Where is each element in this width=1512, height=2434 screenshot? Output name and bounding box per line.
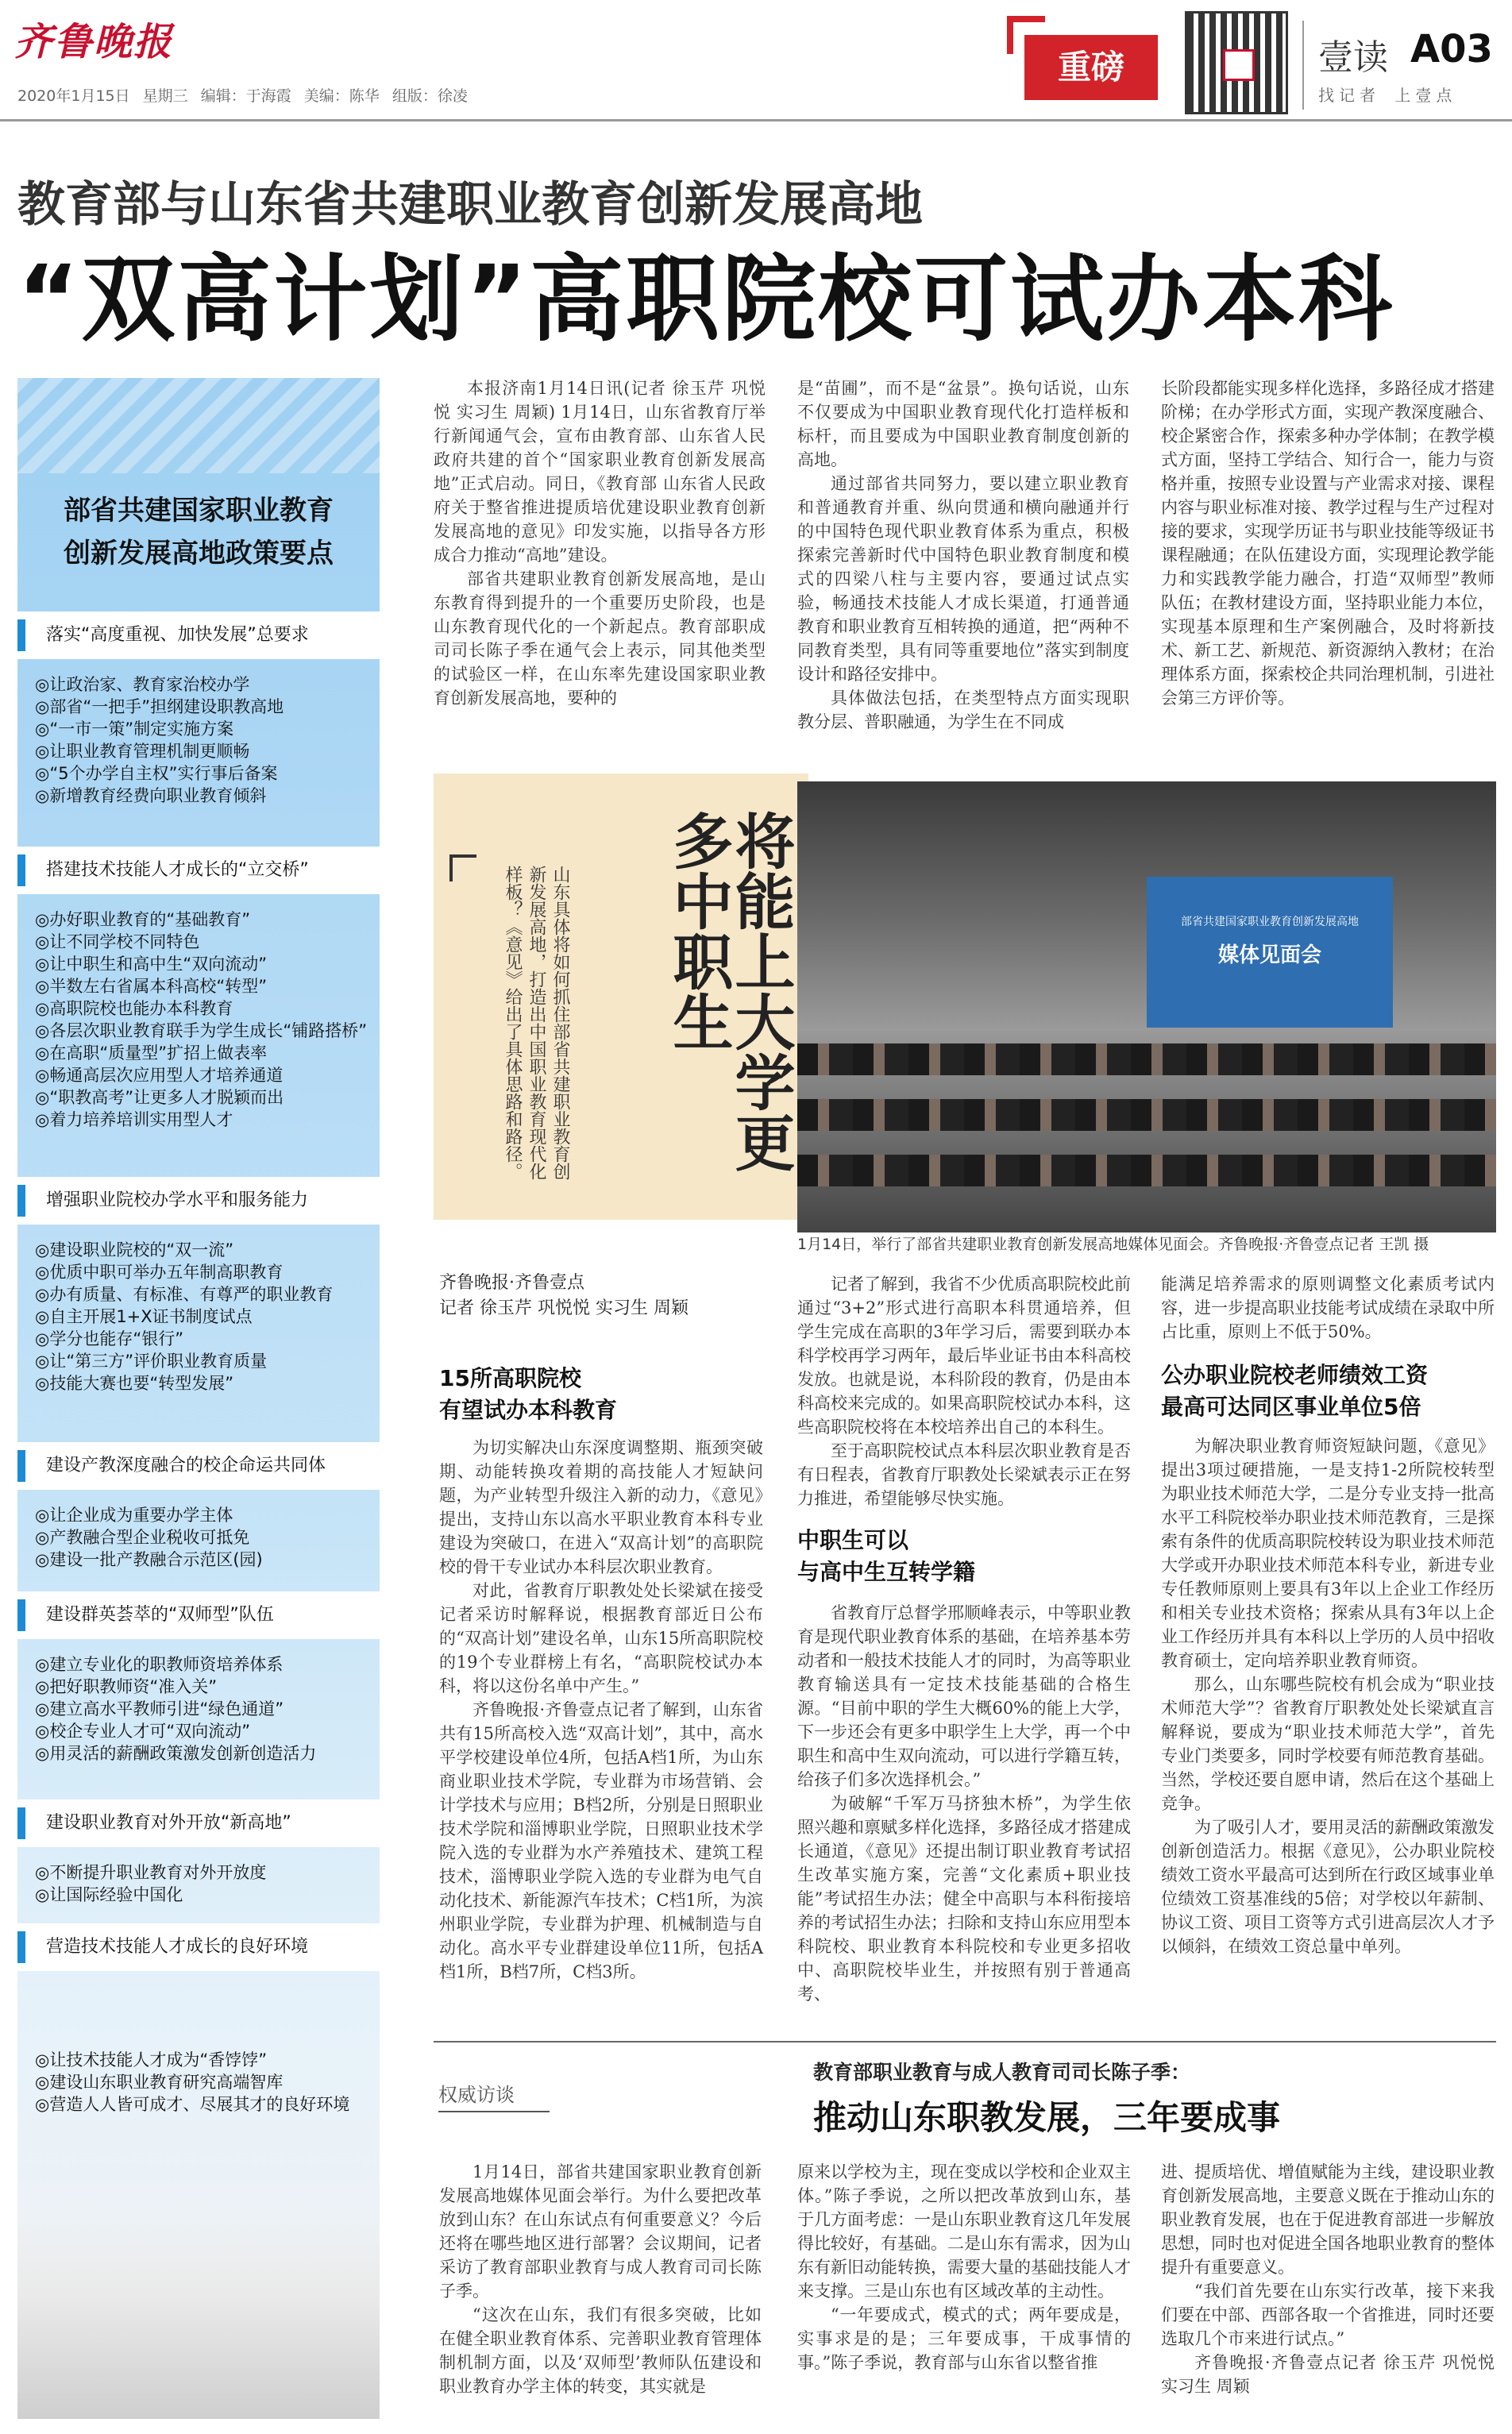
conference-screen — [1147, 877, 1393, 1028]
article-column-3 — [1161, 1272, 1495, 1344]
heading-line: 最高可达同区事业单位5倍 — [1161, 1394, 1421, 1420]
newspaper-logo: 齐鲁晚报 — [14, 20, 174, 64]
paragraph: 为破解“千军万马挤独木桥”，为学生依照兴趣和禀赋多样化选择，多路径成才搭建成长通道，《意见》还提出制订职业教育考试招生改革实施方案，完善“文化素质+职业技能”考试招生办法；健全中高职与本科衔接培养的考试招生办法；扫除和支持山东应用型本科院校、职业教育本科院校和专业更多招收中、高职院校毕业生，并按照有别于普通高考、 — [797, 1794, 1131, 2004]
sidebar-list — [35, 908, 368, 1131]
list-item: ◎把好职教师资“准入关” — [35, 1677, 218, 1696]
sidebar-list — [35, 1861, 368, 1906]
heading-line: 有望试办本科教育 — [439, 1397, 618, 1423]
page-slogan: 找记者 上壹点 — [1318, 86, 1457, 105]
section-tab: 重磅 — [1024, 35, 1158, 100]
paragraph: 1月14日，部省共建国家职业教育创新发展高地媒体见面会举行。为什么要把改革放到山东？在山东试点有何重要意义？今后还将在哪些地区进行部署？会议期间，记者采访了教育部职业教育与成人教育司司长陈子季。 — [439, 2162, 762, 2301]
list-item: ◎在高职“质量型”扩招上做表率 — [35, 1043, 268, 1063]
page-number: A03 — [1410, 27, 1493, 71]
list-item: ◎让“第三方”评价职业教育质量 — [35, 1352, 268, 1371]
feature-blurb: 山东具体将如何抓住部省共建职业教育创新发展高地，打造出中国职业教育现代化样板？《意见》给出了具体思路和路径。 — [503, 866, 570, 1180]
list-item: ◎建立高水平教师引进“绿色通道” — [35, 1699, 284, 1718]
heading-line: 公办职业院校老师绩效工资 — [1161, 1362, 1429, 1388]
subsection-heading — [1161, 1360, 1428, 1423]
list-item: ◎让不同学校不同特色 — [35, 932, 200, 951]
paragraph: 齐鲁晚报·齐鲁壹点记者了解到，山东省共有15所高校入选“双高计划”，其中，高水平学校建设单位4所，包括A档1所，为山东商业职业技术学院，专业群为市场营销、会计学技术与应用；B档2所，分别是日照职业技术学院和淄博职业学院，日照职业技术学院入选的专业群为水产养殖技术、建筑工程技术，淄博职业学院入选的专业群为电气自动化技术、新能源汽车技术；C档1所，为滨州职业学院，专业群为护理、机械制造与自动化。高水平专业群建设单位11所，包括A档1所，B档7所，C档3所。 — [439, 1700, 763, 1981]
headline-subtitle: 教育部与山东省共建职业教育创新发展高地 — [17, 177, 923, 233]
list-item: ◎半数左右省属本科高校“转型” — [35, 977, 268, 996]
sidebar-list — [35, 2049, 368, 2116]
audience-row — [797, 1099, 1496, 1131]
sidebar-heading: 建设职业教育对外开放“新高地” — [17, 1799, 380, 1847]
article-column-3b — [1161, 1434, 1495, 1958]
headline-title: “双高计划”高职院校可试办本科 — [17, 245, 1395, 354]
paragraph: 为解决职业教育师资短缺问题，《意见》提出3项过硬措施，一是支持1-2所院校转型为职业技术师范大学，二是分专业支持一批高水平工科院校举办职业技术师范教育，三是探索有条件的优质高职院校转设为职业技术师范大学或开办职业技术师范本科专业，新进专业专任教师原则上要具有3年以上企业工作经历和相关专业技术资格；探索从具有3年以上企业工作经历并具有本科以上学历的人员中招收教育硕士，定向培养职业教育师资。 — [1161, 1437, 1495, 1670]
list-item: ◎“一市一策”制定实施方案 — [35, 719, 234, 739]
list-item: ◎产教融合型企业税收可抵免 — [35, 1528, 250, 1547]
interview-column-3 — [1161, 2160, 1495, 2398]
paragraph: 那么，山东哪些院校有机会成为“职业技术师范大学”？省教育厅职教处处长梁斌直言解释说，要成为“职业技术师范大学”，首先专业门类要多，同时学校要有师范教育基础。当然，学校还要自愿申请，然后在这个基础上竞争。 — [1161, 1675, 1495, 1813]
sidebar-title-line: 部省共建国家职业教育 — [64, 495, 334, 527]
paragraph: 对此，省教育厅职教处处长梁斌在接受记者采访时解释说，根据教育部近日公布的“双高计划”建设名单，山东15所高职院校的19个专业群榜上有名，“高职院校试办本科，将以这份名单中产生。” — [439, 1581, 763, 1695]
sidebar-heading: 建设产教深度融合的校企命运共同体 — [17, 1442, 380, 1490]
city-skyline-image — [17, 2212, 380, 2419]
list-item: ◎着力培养培训实用型人才 — [35, 1110, 233, 1129]
screen-line: 部省共建国家职业教育创新发展高地 — [1181, 916, 1359, 928]
lead-column-3 — [1161, 376, 1495, 710]
sidebar-list — [35, 673, 368, 807]
sidebar-heading: 增强职业院校办学水平和服务能力 — [17, 1177, 380, 1225]
sidebar-list — [35, 1653, 368, 1765]
qr-logo-icon — [1223, 49, 1255, 81]
list-item: ◎让技术技能人才成为“香饽饽” — [35, 2050, 268, 2069]
paragraph: 进、提质培优、增值赋能为主线，建设职业教育创新发展高地，主要意义既在于推动山东的职业教育发展，也在于促进教育部进一步解放思想，同时也对促进全国各地职业教育的整体提升有重要意义。 — [1161, 2162, 1495, 2277]
header-rule — [0, 119, 1512, 122]
list-item: ◎让企业成为重要办学主体 — [35, 1506, 233, 1525]
interview-column-2 — [797, 2160, 1131, 2374]
paragraph: 至于高职院校试点本科层次职业教育是否有日程表，省教育厅职教处长梁斌表示正在努力推进，希望能够尽快实施。 — [797, 1441, 1131, 1508]
sidebar-heading: 搭建技术技能人才成长的“立交桥” — [17, 847, 380, 894]
paragraph: 记者了解到，我省不少优质高职院校此前通过“3+2”形式进行高职本科贯通培养，但学生完成在高职的3年学习后，需要到联办本科学校再学习两年，最后毕业证书由本科高校发放。也就是说，本科阶段的教育，仍是由本科高校来完成的。如果高职院校试办本科，这些高职院校将在本校培养出自己的本科生。 — [797, 1275, 1131, 1437]
paragraph: 为切实解决山东深度调整期、瓶颈突破期、动能转换攻着期的高技能人才短缺问题，为产业转型升级注入新的动力，《意见》提出，支持山东以高水平职业教育本科专业建设为突破口，在进入“双高计划”的高职院校的骨干专业试办本科层次职业教育。 — [439, 1438, 763, 1576]
byline-line: 记者 徐玉芹 巩悦悦 实习生 周颖 — [439, 1298, 688, 1318]
paragraph: 长阶段都能实现多样化选择，多路径成才搭建阶梯；在办学形式方面，实现产教深度融合、校企紧密合作，探索多种办学体制；在教学模式方面，坚持工学结合、知行合一，能力与资格并重，按照专业设置与产业需求对接、课程内容与职业标准对接、教学过程与生产过程对接的要求，实现学历证书与职业技能等级证书课程融通；在队伍建设方面，实现理论教学能力和实践教学能力融合，打造“双师型”教师队伍；在教材建设方面，坚持职业能力本位，实现基本原理和生产案例融合，及时将新技术、新工艺、新规范、新资源纳入教材；在治理体系方面，探索校企共同治理机制，引进社会第三方评价等。 — [1161, 379, 1495, 708]
list-item: ◎新增教育经费向职业教育倾斜 — [35, 786, 267, 805]
sidebar-heading: 营造技术技能人才成长的良好环境 — [17, 1923, 380, 1971]
heading-line: 15所高职院校 — [439, 1365, 581, 1391]
lead-column-2 — [797, 376, 1129, 734]
list-item: ◎高职院校也能办本科教育 — [35, 999, 233, 1018]
list-item: ◎“5个办学自主权”实行事后备案 — [35, 764, 278, 783]
article-column-1 — [439, 1436, 763, 1984]
list-item: ◎办有质量、有标准、有尊严的职业教育 — [35, 1285, 334, 1304]
audience-row — [797, 1155, 1496, 1186]
subsection-heading — [439, 1363, 617, 1426]
lead-column-1 — [434, 376, 766, 710]
paragraph: 是“苗圃”，而不是“盆景”。换句话说，山东不仅要成为中国职业教育现代化打造样板和标杆，而且要成为中国职业教育制度创新的高地。 — [797, 379, 1129, 469]
feature-title: 将能上大学更多中职生 — [663, 810, 796, 1172]
list-item: ◎让中职生和高中生“双向流动” — [35, 955, 268, 974]
interview-byline: 齐鲁晚报·齐鲁壹点记者 徐玉芹 巩悦悦 实习生 周颖 — [1161, 2353, 1495, 2396]
heading-line: 与高中生互转学籍 — [797, 1559, 976, 1585]
subsection-heading — [797, 1525, 975, 1588]
list-item: ◎用灵活的薪酬政策激发创新创造活力 — [35, 1744, 317, 1763]
list-item: ◎营造人人皆可成才、尽展其才的良好环境 — [35, 2095, 350, 2114]
paragraph: 能满足培养需求的原则调整文化素质考试内容，进一步提高职业技能考试成绩在录取中所占比重，原则上不低于50%。 — [1161, 1275, 1495, 1341]
issue-proof: 组版：徐凌 — [392, 87, 468, 105]
sidebar-title-line: 创新发展高地政策要点 — [64, 538, 334, 569]
sidebar-heading: 建设群英荟萃的“双师型”队伍 — [17, 1591, 380, 1639]
list-item: ◎各层次职业教育联手为学生成长“铺路搭桥” — [35, 1021, 368, 1040]
list-item: ◎不断提升职业教育对外开放度 — [35, 1863, 267, 1882]
sidebar-title — [33, 489, 364, 575]
header-divider — [1302, 21, 1304, 110]
issue-designer: 美编：陈华 — [303, 87, 380, 105]
paragraph: 原来以学校为主，现在变成以学校和企业双主体。”陈子季说，之所以把改革放到山东，基于几方面考虑：一是山东职业教育这几年发展得比较好，有基础。二是山东有需求，因为山东有新旧动能转换，需要大量的基础技能人才来支撑。三是山东也有区域改革的主动性。 — [797, 2162, 1131, 2301]
paragraph: 具体做法包括，在类型特点方面实现职教分层、普职融通，为学生在不同成 — [797, 689, 1129, 731]
interview-column-1 — [439, 2160, 762, 2398]
interview-tag: 权威访谈 — [438, 2079, 550, 2112]
paragraph: “一年要成式，模式的式；两年要成是，实事求是的是；三年要成事，干成事情的事。”陈子季说，教育部与山东省以整省推 — [797, 2305, 1131, 2372]
list-item: ◎建设职业院校的“双一流” — [35, 1240, 234, 1259]
list-item: ◎让职业教育管理机制更顺畅 — [35, 742, 250, 761]
paragraph: “我们首先要在山东实行改革，接下来我们要在中部、西部各取一个省推进，同时还要选取几个市来进行试点。” — [1161, 2282, 1495, 2348]
paragraph: 为了吸引人才，要用灵活的薪酬政策激发创新创造活力。根据《意见》，公办职业院校绩效工资水平最高可达到所在行政区域事业单位绩效工资基准线的5倍；对学校以年薪制、协议工资、项目工资等方式引进高层次人才予以倾斜，在绩效工资总量中单列。 — [1161, 1818, 1495, 1956]
article-column-2b — [797, 1601, 1131, 2006]
heading-line: 中职生可以 — [797, 1527, 909, 1553]
list-item: ◎建立专业化的职教师资培养体系 — [35, 1655, 284, 1674]
paragraph: 省教育厅总督学邢顺峰表示，中等职业教育是现代职业教育体系的基础，在培养基本劳动者和一般技术技能人才的同时，为高等职业教育输送具有一定技术技能基础的合格生源。“目前中职的学生大概60%的能上大学，下一步还会有更多中职学生上大学，再一个中职生和高中生双向流动，可以进行学籍互转，给孩子们多次选择机会。” — [797, 1603, 1131, 1789]
list-item: ◎技能大赛也要“转型发展” — [35, 1374, 234, 1393]
issue-editor: 编辑：于海霞 — [200, 87, 291, 105]
article-column-2 — [797, 1272, 1131, 1510]
sidebar-list — [35, 1504, 368, 1571]
screen-line: 媒体见面会 — [1217, 943, 1321, 967]
policy-sidebar — [17, 378, 380, 2419]
list-item: ◎让政治家、教育家治校办学 — [35, 675, 250, 694]
paragraph: 通过部省共同努力，要以建立职业教育和普通教育并重、纵向贯通和横向融通并行的中国特色现代职业教育体系为重点，积极探索完善新时代中国特色职业教育制度和模式的四梁八柱与主要内容，要通过试点实验，畅通技术技能人才成长渠道，打通普通教育和职业教育互相转换的通道，把“两种不同教育类型，具有同等重要地位”落实到制度设计和路径安排中。 — [797, 474, 1129, 684]
sidebar-list — [35, 1239, 368, 1394]
interview-subtitle: 教育部职业教育与成人教育司司长陈子季： — [813, 2061, 1191, 2084]
article-byline — [439, 1271, 688, 1321]
list-item: ◎优质中职可举办五年制高职教育 — [35, 1263, 284, 1282]
photo-caption: 1月14日，举行了部省共建职业教育创新发展高地媒体见面会。齐鲁晚报·齐鲁壹点记者 王凯 摄 — [797, 1236, 1429, 1253]
page-name: 壹读 — [1318, 37, 1388, 78]
list-item: ◎畅通高层次应用型人才培养通道 — [35, 1066, 284, 1085]
section-divider — [434, 2041, 1496, 2042]
audience-row — [797, 1043, 1496, 1075]
byline-line: 齐鲁晚报·齐鲁壹点 — [439, 1273, 584, 1293]
paragraph: “这次在山东，我们有很多突破，比如在健全职业教育体系、完善职业教育管理体制机制方面，以及‘双师型’教师队伍建设和职业教育办学主体的转变，其实就是 — [439, 2305, 762, 2396]
issue-date: 2020年1月15日 — [17, 87, 130, 105]
list-item: ◎学分也能存“银行” — [35, 1329, 184, 1348]
sidebar-pattern — [17, 378, 380, 473]
list-item: ◎建设山东职业教育研究高端智库 — [35, 2073, 284, 2092]
issue-weekday: 星期三 — [142, 87, 188, 105]
press-conference-photo — [797, 781, 1496, 1232]
sidebar-heading: 落实“高度重视、加快发展”总要求 — [17, 611, 380, 659]
list-item: ◎自主开展1+X证书制度试点 — [35, 1307, 253, 1326]
list-item: ◎办好职业教育的“基础教育” — [35, 910, 251, 929]
paragraph: 本报济南1月14日讯(记者 徐玉芹 巩悦悦 实习生 周颖) 1月14日，山东省教育厅举行新闻通气会，宣布由教育部、山东省人民政府共建的首个“国家职业教育创新发展高地”正式启动。同日，《教育部 山东省人民政府关于整省推进提质培优建设职业教育创新发展高地的意见》印发实施，以指导各方形成合力推动“高地”建设。 — [434, 379, 766, 565]
list-item: ◎“职教高考”让更多人才脱颖而出 — [35, 1088, 284, 1107]
interview-title: 推动山东职教发展，三年要成事 — [813, 2098, 1281, 2137]
list-item: ◎部省“一把手”担纲建设职教高地 — [35, 697, 284, 716]
list-item: ◎让国际经验中国化 — [35, 1885, 183, 1904]
issue-meta — [17, 84, 468, 106]
paragraph: 部省共建职业教育创新发展高地，是山东教育得到提升的一个重要历史阶段，也是山东教育现代化的一个新起点。教育部职成司司长陈子季在通气会上表示，同其他类型的试验区一样，在山东率先建设国家职业教育创新发展高地，要种的 — [434, 569, 766, 708]
list-item: ◎建设一批产教融合示范区(园) — [35, 1550, 263, 1569]
list-item: ◎校企专业人才可“双向流动” — [35, 1722, 251, 1741]
